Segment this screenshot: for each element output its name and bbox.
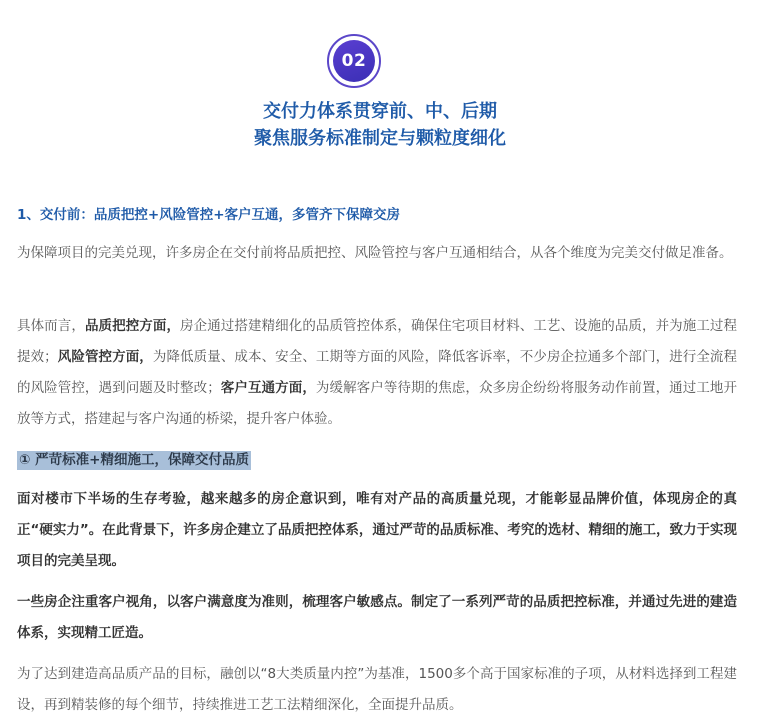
subsection-1-title: ① 严苛标准+精细施工，保障交付品质 (19, 452, 249, 468)
para2-text-3: 为降低质量、成本、安全、工期等方面的风险，降低客诉率，不少房企拉通多个部门，进行全流程的风险管控，遇到问题及时整改； (17, 349, 738, 396)
paragraph-4: 一些房企注重客户视角，以客户满意度为准则，梳理客户敏感点。制定了一系列严苛的品质把控标准，并通过先进的建造体系，实现精工匠造。 (17, 594, 737, 641)
badge-ring (327, 34, 381, 88)
heading-line-2: 聚焦服务标准制定与颗粒度细化 (254, 128, 506, 149)
para2-bold-risk: 风险管控方面， (57, 349, 153, 365)
paragraph-3: 面对楼市下半场的生存考验，越来越多的房企意识到，唯有对产品的高质量兑现，才能彰显品牌价值，体现房企的真正“硬实力”。在此背景下，许多房企建立了品质把控体系，通过严苛的品质标准、考究的选材、精细的施工，致力于实现项目的完美呈现。 (17, 491, 737, 569)
section-number-badge (327, 34, 381, 88)
section-1-title: 1、交付前：品质把控+风险管控+客户互通，多管齐下保障交房 (17, 207, 401, 223)
paragraph-1: 为保障项目的完美兑现，许多房企在交付前将品质把控、风险管控与客户互通相结合，从各个维度为完美交付做足准备。 (17, 245, 733, 261)
para2-text-4: 为缓解客户等待期的焦虑，众多房企纷纷将服务动作前置，通过工地开放等方式，搭建起与客户沟通的桥梁，提升客户体验。 (17, 380, 738, 427)
para2-bold-quality: 品质把控方面， (84, 318, 181, 334)
badge-number: 02 (333, 40, 375, 82)
para2-bold-customer: 客户互通方面， (220, 380, 316, 396)
para2-text-1: 具体而言， (17, 318, 85, 334)
para2-text-2: 房企通过搭建精细化的品质管控体系，确保住宅项目材料、工艺、设施的品质，并为施工过程提效； (17, 318, 738, 365)
heading-line-1: 交付力体系贯穿前、中、后期 (263, 101, 497, 122)
subsection-1-title-wrap (17, 449, 737, 470)
paragraph-2 (17, 311, 737, 435)
paragraph-5: 为了达到建造高品质产品的目标，融创以“8大类质量内控”为基准，1500多个高于国家标准的子项，从材料选择到工程建设，再到精装修的每个细节，持续推进工艺工法精细深化，全面提升品质。 (17, 666, 737, 713)
